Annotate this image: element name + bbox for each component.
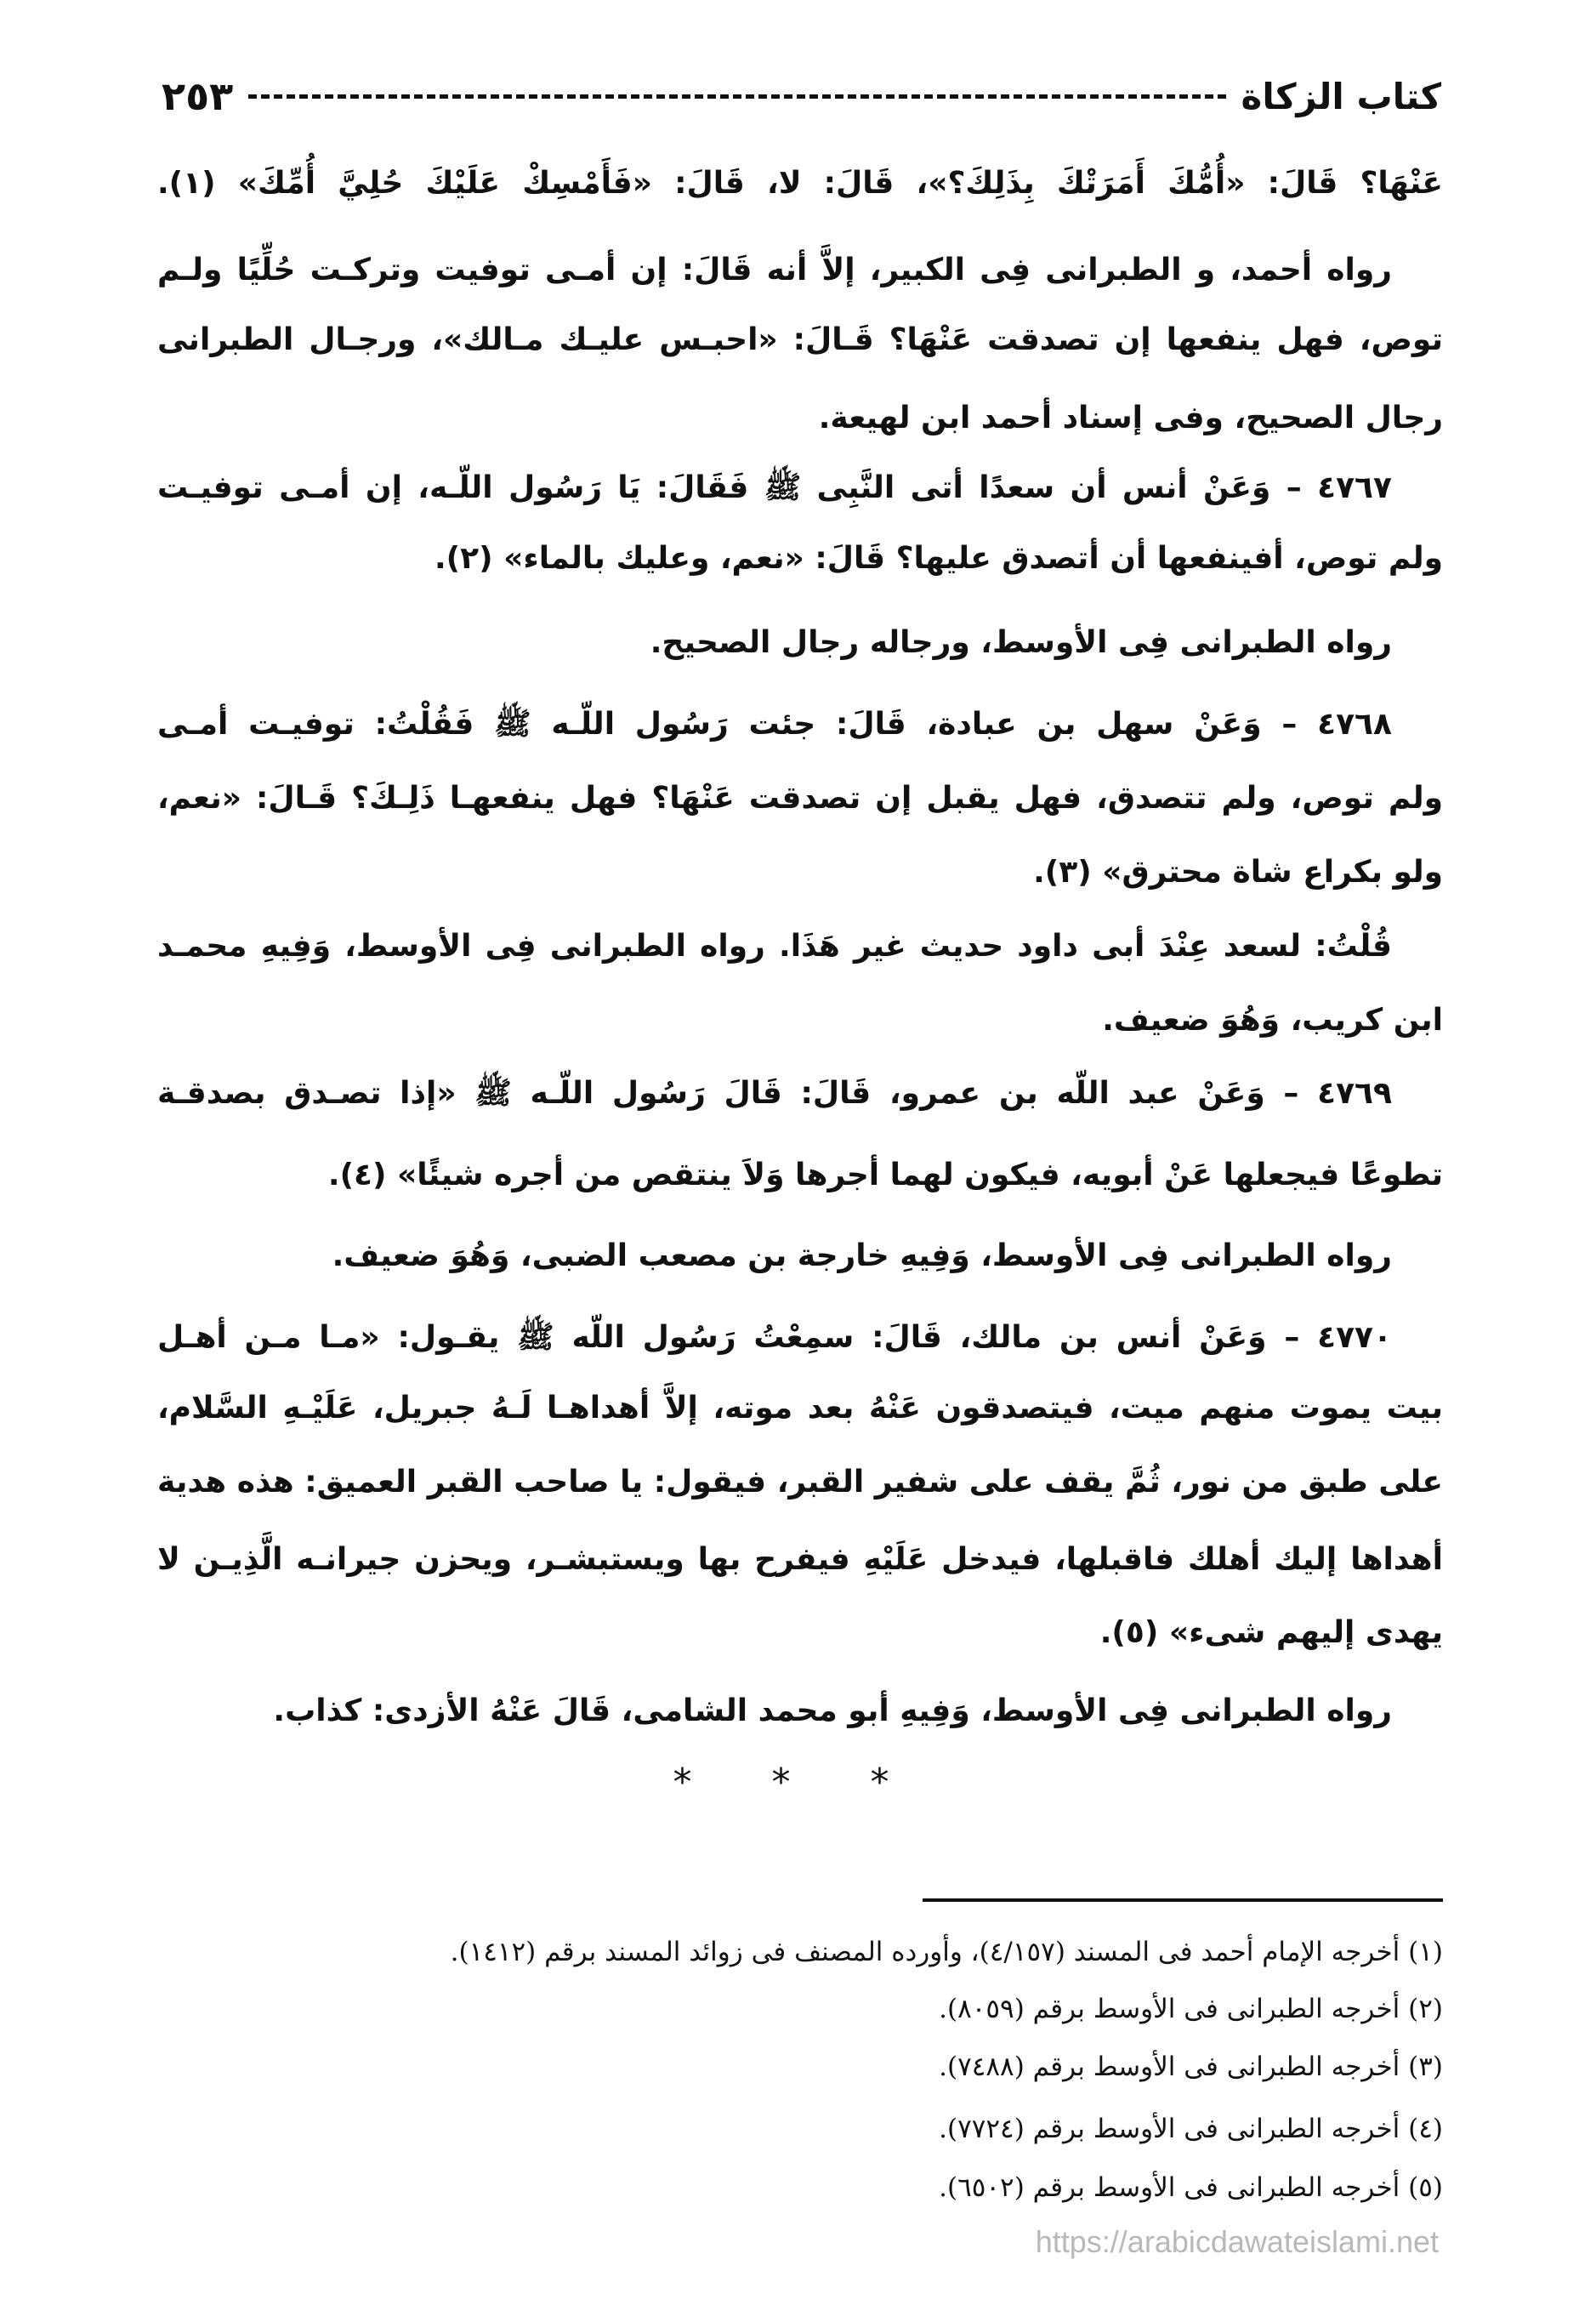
hadith-4770: ٤٧٧٠ – وَعَنْ أنس بن مالك، قَالَ: سمِعْتُ رَسُول اللّه ﷺ يقـول: «مـا مـن أهـل (157, 1320, 1392, 1355)
footnote-rule (923, 1898, 1443, 1902)
footnote: (٣) أخرجه الطبرانى فى الأوسط برقم (٧٤٨٨). (939, 2052, 1443, 2082)
text-line: ولو بكراع شاة محترق» (٣). (1033, 855, 1443, 890)
text-line: توص، فهل ينفعها إن تصدقت عَنْهَا؟ قَـالَ: «احبـس عليـك مـالك»، ورجـال الطبرانى (157, 322, 1443, 357)
text-line: على طبق من نور، ثُمَّ يقف على شفير القبر، فيقول: يا صاحب القبر العميق: هذه هدية (157, 1465, 1443, 1500)
text-line: ابن كريب، وَهُوَ ضعيف. (1102, 1003, 1443, 1038)
text-line: ولم توص، ولم تتصدق، فهل يقبل إن تصدقت عَنْهَا؟ فهل ينفعهـا ذَلِـكَ؟ قَـالَ: «نعم، (157, 781, 1443, 816)
text-line: أهداها إليك أهلك فاقبلها، فيدخل عَلَيْهِ فيفرح بها ويستبشـر، ويحزن جيرانـه الَّذِيـن لا (157, 1542, 1443, 1577)
text-line: رواه الطبرانى فِى الأوسط، وَفِيهِ خارجة بن مصعب الضبى، وَهُوَ ضعيف. (332, 1238, 1392, 1273)
page-number: ٢٥٣ (162, 73, 234, 119)
watermark-url: https://arabicdawateislami.net (1035, 2224, 1439, 2259)
text-line: ولم توص، أفينفعها أن أتصدق عليها؟ قَالَ: «نعم، وعليك بالماء» (٢). (434, 541, 1443, 576)
footnote: (٤) أخرجه الطبرانى فى الأوسط برقم (٧٧٢٤). (939, 2114, 1443, 2144)
text-line: رواه الطبرانى فِى الأوسط، وَفِيهِ أبو محمد الشامى، قَالَ عَنْهُ الأزدى: كذاب. (273, 1693, 1392, 1728)
text-line: قُلْتُ: لسعد عِنْدَ أبى داود حديث غير هَذَا. رواه الطبرانى فِى الأوسط، وَفِيهِ محمـد (157, 929, 1392, 964)
section-separator: * * * (673, 1761, 923, 1804)
footnote: (٢) أخرجه الطبرانى فى الأوسط برقم (٨٠٥٩). (939, 1994, 1443, 2024)
footnote: (١) أخرجه الإمام أحمد فى المسند (٤/١٥٧)، وأورده المصنف فى زوائد المسند برقم (١٤١٢). (450, 1937, 1443, 1967)
text-line: رجال الصحيح، وفى إسناد أحمد ابن لهيعة. (818, 401, 1443, 435)
header-dashed-rule (248, 94, 1225, 99)
hadith-4769: ٤٧٦٩ – وَعَنْ عبد اللّه بن عمرو، قَالَ: قَالَ رَسُول اللّـه ﷺ «إذا تصـدق بصدقـة (157, 1076, 1392, 1111)
text-line: رواه الطبرانى فِى الأوسط، ورجاله رجال الصحيح. (650, 625, 1392, 660)
hadith-4768: ٤٧٦٨ – وَعَنْ سهل بن عبادة، قَالَ: جئت رَسُول اللّـه ﷺ فَقُلْتُ: توفيـت أمـى (157, 707, 1392, 742)
text-line: عَنْهَا؟ قَالَ: «أُمُّكَ أَمَرَتْكَ بِذَلِكَ؟»، قَالَ: لا، قَالَ: «فَأَمْسِكْ عَلَيْكَ حُلِيَّ أُمِّكَ» (١). (157, 166, 1443, 201)
text-line: بيت يموت منهم ميت، فيتصدقون عَنْهُ بعد موته، إلاَّ أهداهـا لَـهُ جبريل، عَلَيْـهِ السَّلام، (157, 1391, 1443, 1426)
footnote: (٥) أخرجه الطبرانى فى الأوسط برقم (٦٥٠٢). (939, 2172, 1443, 2203)
text-line: رواه أحمد، و الطبرانى فِى الكبير، إلاَّ أنه قَالَ: إن أمـى توفيت وتركـت حُلِّيًا ولـم (157, 253, 1392, 287)
text-line: يهدى إليهم شىء» (٥). (1099, 1615, 1443, 1650)
running-header (162, 66, 1441, 126)
chapter-title: كتاب الزكاة (1241, 75, 1441, 117)
hadith-4767: ٤٧٦٧ – وَعَنْ أنس أن سعدًا أتى النَّبِى ﷺ فَقَالَ: يَا رَسُول اللّـه، إن أمـى توفيـت (157, 470, 1392, 505)
text-line: تطوعًا فيجعلها عَنْ أبويه، فيكون لهما أجرها وَلاَ ينتقص من أجره شيئًا» (٤). (327, 1158, 1443, 1192)
